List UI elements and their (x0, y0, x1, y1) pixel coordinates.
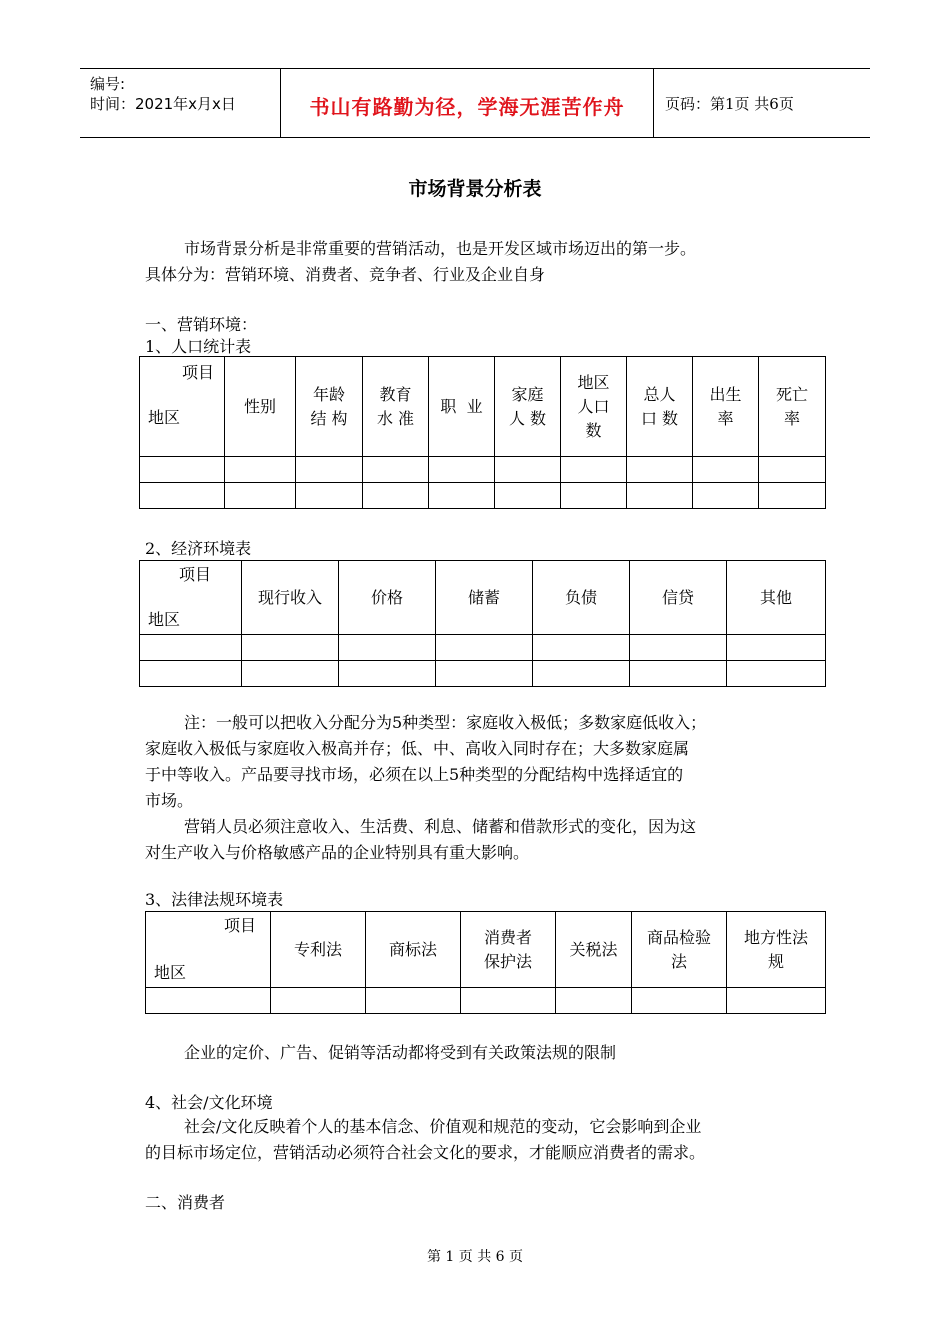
document-title: 市场背景分析表 (408, 178, 542, 200)
subheading-economy: 2、经济环境表 (145, 539, 252, 558)
header-line: 结 构 (310, 408, 348, 428)
slogan: 书山有路勤为径，学海无涯苦作舟 (309, 95, 625, 119)
header-cell (627, 357, 693, 457)
header-line: 地方性法 (743, 927, 808, 947)
header-line: 消费者 (483, 927, 532, 947)
law-table (145, 911, 826, 1014)
header-line: 职 业 (440, 396, 483, 416)
header-line: 地区 (577, 372, 610, 392)
header-line: 专利法 (293, 939, 342, 959)
note-line-1: 注：一般可以把收入分配分为5种类型：家庭收入极低；多数家庭低收入； (184, 713, 707, 732)
header-line: 水 准 (376, 408, 415, 428)
header-cell (727, 912, 826, 988)
note-line-5: 营销人员必须注意收入、生活费、利息、储蓄和借款形式的变化，因为这 (184, 817, 697, 836)
header-cell (561, 357, 627, 457)
table-row (140, 661, 826, 687)
corner-bottom-label: 地区 (148, 610, 181, 629)
corner-bottom-label: 地区 (154, 963, 187, 982)
header-cell (363, 357, 429, 457)
header-cell (429, 357, 495, 457)
header-line: 家庭 (511, 384, 544, 404)
page-header (80, 68, 870, 138)
header-line: 年龄 (312, 384, 345, 404)
note-line-3: 于中等收入。产品要寻找市场，必须在以上5种类型的分配结构中选择适宜的 (145, 765, 684, 784)
header-cell (495, 357, 561, 457)
header-line: 率 (717, 408, 734, 428)
header-line: 保护法 (483, 951, 532, 971)
header-meta (80, 69, 280, 137)
header-line: 率 (783, 408, 800, 428)
header-line: 商品检验 (646, 927, 711, 947)
subheading-culture: 4、社会/文化环境 (145, 1093, 273, 1112)
corner-top-label: 项目 (223, 916, 256, 935)
section-heading-marketing-env: 一、营销环境： (145, 315, 258, 334)
subheading-law: 3、法律法规环境表 (145, 890, 284, 909)
section-heading-consumers: 二、消费者 (145, 1193, 226, 1212)
header-line: 数 (585, 420, 602, 440)
table-row (140, 483, 826, 509)
table-corner (140, 357, 225, 457)
header-cell (225, 357, 296, 457)
intro-line-2: 具体分为：营销环境、消费者、竞争者、行业及企业自身 (145, 265, 546, 284)
header-slogan-cell (280, 69, 654, 137)
header-line: 人口 (577, 396, 610, 416)
header-cell (296, 357, 363, 457)
number-label: 编号: (90, 75, 126, 93)
header-line: 死亡 (775, 384, 808, 404)
header-cell (632, 912, 727, 988)
law-note: 企业的定价、广告、促销等活动都将受到有关政策法规的限制 (184, 1043, 617, 1062)
note-line-4: 市场。 (145, 791, 194, 810)
corner-top-label: 项目 (178, 565, 211, 584)
header-line: 关税法 (569, 939, 618, 959)
culture-line-1: 社会/文化反映着个人的基本信念、价值观和规范的变动，它会影响到企业 (184, 1117, 702, 1136)
table-corner (140, 561, 242, 635)
intro-line-1: 市场背景分析是非常重要的营销活动，也是开发区域市场迈出的第一步。 (184, 239, 697, 258)
table-row (140, 635, 826, 661)
header-line: 性别 (243, 396, 276, 416)
note-line-2: 家庭收入极低与家庭收入极高并存；低、中、高收入同时存在；大多数家庭属 (145, 739, 690, 758)
header-cell: 信贷 (630, 561, 727, 635)
header-line: 规 (767, 951, 784, 971)
header-cell (366, 912, 461, 988)
header-line: 口 数 (640, 408, 679, 428)
note-line-6: 对生产收入与价格敏感产品的企业特别具有重大影响。 (145, 843, 530, 862)
time-label: 时间：2021年x月x日 (90, 95, 236, 113)
corner-bottom-label: 地区 (148, 408, 181, 427)
header-cell: 其他 (727, 561, 826, 635)
table-row (140, 457, 826, 483)
header-cell: 负债 (533, 561, 630, 635)
header-line: 教育 (379, 384, 412, 404)
header-line: 商标法 (388, 939, 437, 959)
header-line: 人 数 (508, 408, 547, 428)
header-cell (271, 912, 366, 988)
header-cell (759, 357, 826, 457)
table-corner (146, 912, 271, 988)
header-line: 法 (670, 951, 687, 971)
culture-line-2: 的目标市场定位，营销活动必须符合社会文化的要求，才能顺应消费者的需求。 (145, 1143, 706, 1162)
page-number-label: 页码：第1页 共6页 (665, 95, 794, 113)
table-row (146, 988, 826, 1014)
corner-top-label: 项目 (181, 363, 214, 382)
header-cell: 储蓄 (436, 561, 533, 635)
header-cell (693, 357, 759, 457)
header-cell: 价格 (339, 561, 436, 635)
page-footer: 第 1 页 共 6 页 (426, 1249, 524, 1265)
header-cell: 现行收入 (242, 561, 339, 635)
population-table (139, 356, 826, 509)
subheading-population: 1、人口统计表 (145, 337, 252, 356)
header-page-cell (653, 69, 870, 137)
header-line: 出生 (709, 384, 742, 404)
header-cell (556, 912, 632, 988)
header-line: 总人 (643, 384, 676, 404)
economy-table (139, 560, 826, 687)
header-cell (461, 912, 556, 988)
